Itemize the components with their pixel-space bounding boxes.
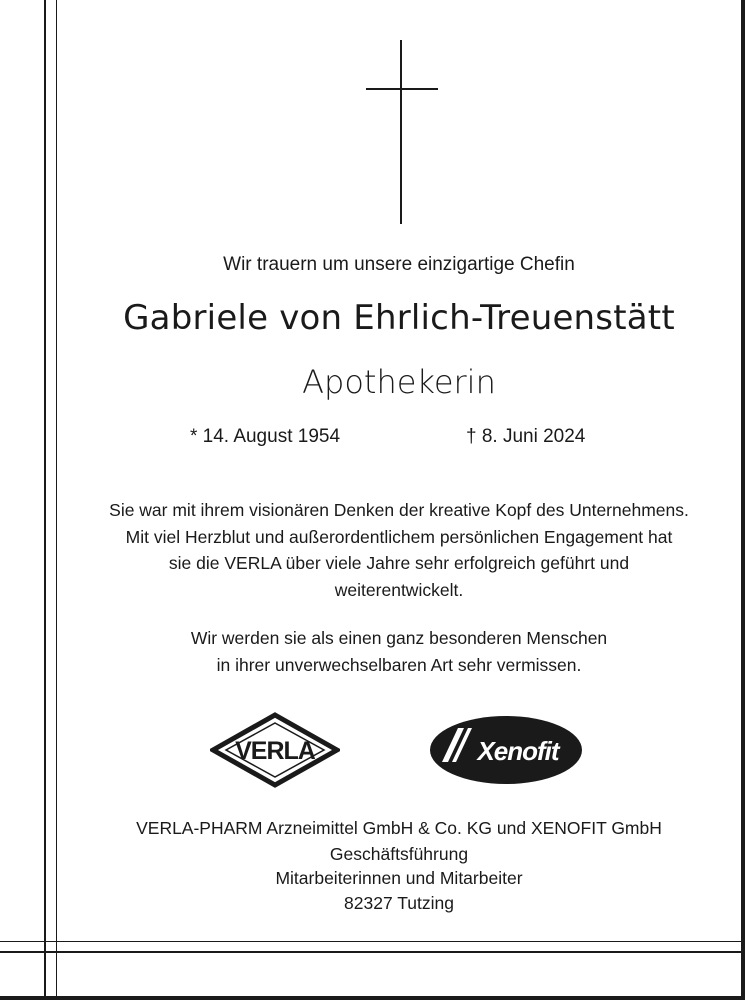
svg-text:VERLA: VERLA — [235, 737, 315, 765]
location-line: 82327 Tutzing — [344, 893, 454, 913]
intro-text: Wir trauern um unsere einzigartige Chefin — [223, 254, 575, 275]
staff-line: Mitarbeiterinnen und Mitarbeiter — [275, 868, 523, 888]
xenofit-logo — [428, 714, 584, 786]
farewell-line: Wir werden sie als einen ganz besonderen Menschen — [190, 628, 608, 648]
tribute-line: Mit viel Herzblut und außerordentlichem persönlichen Engagement hat — [125, 527, 673, 547]
border-right — [741, 0, 745, 1000]
deceased-name: Gabriele von Ehrlich-Treuenstätt — [123, 298, 675, 338]
death-date: † 8. Juni 2024 — [466, 426, 586, 447]
company-names: VERLA-PHARM Arzneimittel GmbH & Co. KG und XENOFIT GmbH — [136, 818, 662, 838]
tribute-line: sie die VERLA über viele Jahre sehr erfolgreich geführt und — [168, 553, 630, 573]
farewell-line: in ihrer unverwechselbaren Art sehr vermissen. — [216, 655, 582, 675]
tribute-line: weiterentwickelt. — [334, 580, 464, 600]
birth-date: * 14. August 1954 — [190, 426, 341, 447]
deceased-title: Apothekerin — [302, 363, 496, 401]
border-bottom-upper — [0, 941, 741, 942]
verla-logo — [210, 712, 340, 788]
border-bottom-edge — [0, 996, 745, 1000]
border-bottom-lower — [0, 951, 741, 953]
border-left-outer — [44, 0, 46, 1000]
svg-text:Xenofit: Xenofit — [477, 736, 559, 766]
tribute-line: Sie war mit ihrem visionären Denken der kreative Kopf des Unternehmens. — [109, 500, 689, 520]
management-line: Geschäftsführung — [329, 844, 469, 864]
